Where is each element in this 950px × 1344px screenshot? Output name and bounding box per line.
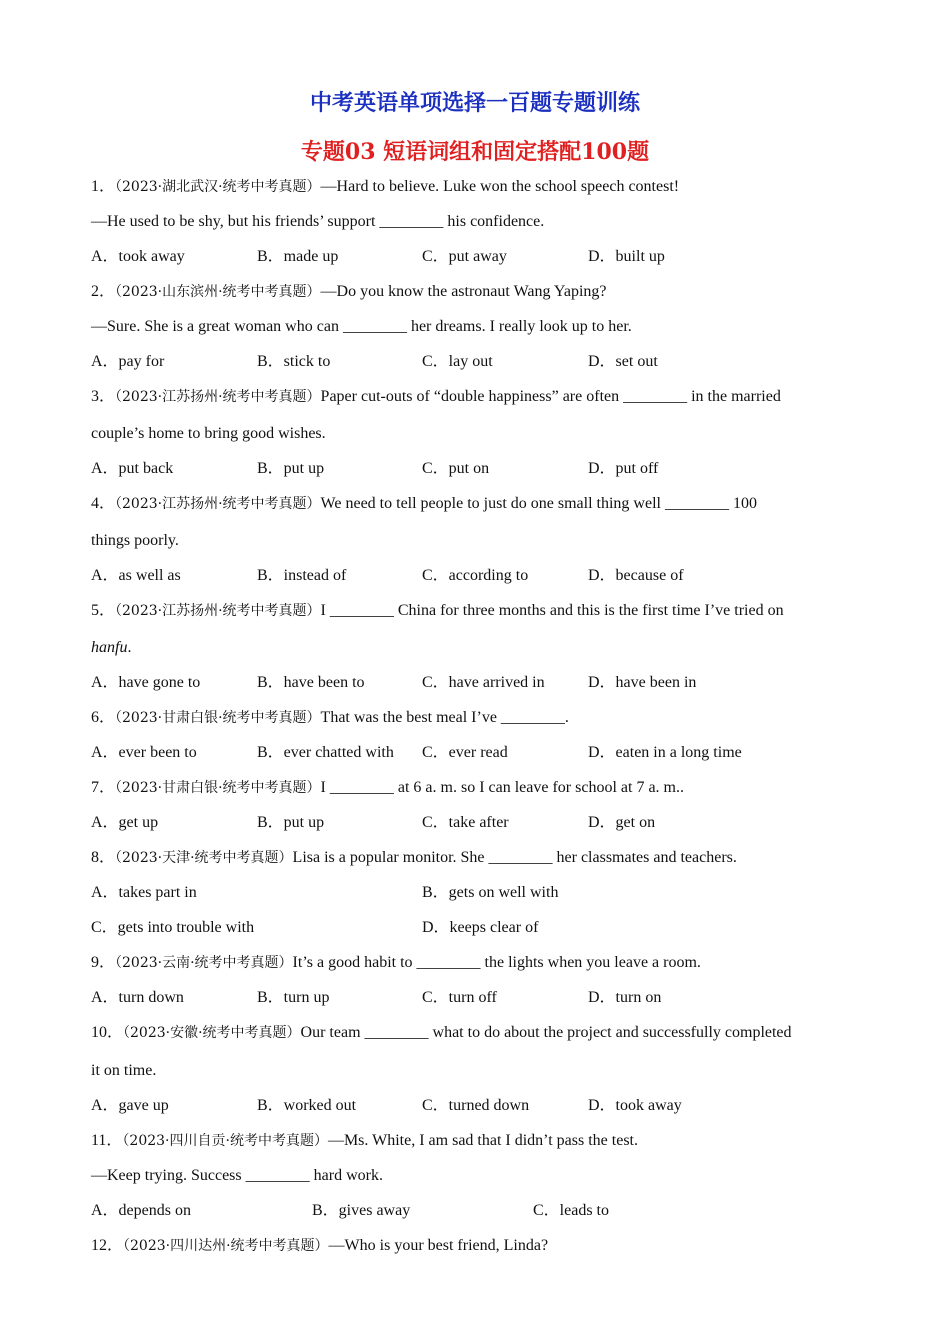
option-a: A．took away xyxy=(91,248,185,265)
question-source: （2023·四川自贡·统考中考真题） xyxy=(122,1133,328,1149)
question-number: 12． xyxy=(91,1237,124,1254)
option-b: B．have been to xyxy=(257,674,365,691)
question-source: （2023·江苏扬州·统考中考真题） xyxy=(115,603,321,619)
option-b: B．made up xyxy=(257,248,339,265)
question-line: couple’s home to bring good wishes. xyxy=(91,425,326,442)
question-source: （2023·湖北武汉·统考中考真题） xyxy=(115,179,321,195)
question-4 xyxy=(91,494,757,514)
question-8 xyxy=(91,848,737,868)
question-source: （2023·江苏扬州·统考中考真题） xyxy=(115,389,321,405)
question-5 xyxy=(91,601,784,621)
option-d: D．have been in xyxy=(588,674,697,691)
option-a: A．gave up xyxy=(91,1097,169,1114)
option-a: A．takes part in xyxy=(91,884,197,901)
option-d: D．eaten in a long time xyxy=(588,744,742,761)
question-number: 9． xyxy=(91,954,116,971)
question-number: 11． xyxy=(91,1132,123,1149)
option-d: D．because of xyxy=(588,567,684,584)
option-a: A．as well as xyxy=(91,567,181,584)
question-line: it on time. xyxy=(91,1062,157,1079)
question-7 xyxy=(91,778,684,798)
question-number: 4． xyxy=(91,495,116,512)
option-d: D．turn on xyxy=(588,989,662,1006)
question-stem: I ________ China for three months and this is the first time I’ve tried on xyxy=(320,602,784,619)
option-b: B．instead of xyxy=(257,567,347,584)
question-stem: —Who is your best friend, Linda? xyxy=(328,1237,549,1254)
question-stem: Paper cut-outs of “double happiness” are often ________ in the married xyxy=(320,388,781,405)
option-c: C．put away xyxy=(422,248,507,265)
question-number: 7． xyxy=(91,779,116,796)
option-a: A．get up xyxy=(91,814,159,831)
option-c: C．have arrived in xyxy=(422,674,545,691)
option-b: B．gets on well with xyxy=(422,884,559,901)
option-b: B．put up xyxy=(257,460,325,477)
question-source: （2023·山东滨州·统考中考真题） xyxy=(115,284,321,300)
option-a: A．pay for xyxy=(91,353,165,370)
question-12 xyxy=(91,1236,548,1256)
question-6 xyxy=(91,708,569,728)
question-stem: That was the best meal I’ve ________. xyxy=(320,709,569,726)
question-number: 5． xyxy=(91,602,116,619)
question-number: 2． xyxy=(91,283,116,300)
option-d: D．keeps clear of xyxy=(422,919,539,936)
question-line: —Keep trying. Success ________ hard work. xyxy=(91,1167,383,1184)
option-c: C．turned down xyxy=(422,1097,530,1114)
question-10 xyxy=(91,1023,792,1043)
question-stem: Our team ________ what to do about the project and successfully completed xyxy=(300,1024,792,1041)
option-c: C．turn off xyxy=(422,989,497,1006)
option-b: B．put up xyxy=(257,814,325,831)
question-line: hanfu. xyxy=(91,639,132,656)
option-c: C．ever read xyxy=(422,744,508,761)
question-source: （2023·云南·统考中考真题） xyxy=(115,955,293,971)
question-source: （2023·天津·统考中考真题） xyxy=(115,850,293,866)
option-c: C．according to xyxy=(422,567,529,584)
question-number: 1． xyxy=(91,178,116,195)
option-d: D．get on xyxy=(588,814,656,831)
page-title: 中考英语单项选择一百题专题训练 xyxy=(309,90,640,116)
option-b: B．worked out xyxy=(257,1097,357,1114)
question-line: —Sure. She is a great woman who can ________ her dreams. I really look up to her. xyxy=(91,318,632,335)
question-source: （2023·甘肃白银·统考中考真题） xyxy=(115,780,321,796)
italic-term: hanfu xyxy=(91,639,128,656)
option-c: C．leads to xyxy=(533,1202,609,1219)
option-b: B．stick to xyxy=(257,353,331,370)
question-line: things poorly. xyxy=(91,532,179,549)
option-d: D．put off xyxy=(588,460,659,477)
question-3 xyxy=(91,387,781,407)
option-c: C．take after xyxy=(422,814,509,831)
option-d: D．set out xyxy=(588,353,658,370)
question-source: （2023·四川达州·统考中考真题） xyxy=(123,1238,329,1254)
question-source: （2023·安徽·统考中考真题） xyxy=(123,1025,301,1041)
question-9 xyxy=(91,953,701,973)
question-1 xyxy=(91,177,679,197)
option-c: C．put on xyxy=(422,460,490,477)
question-stem: I ________ at 6 a. m. so I can leave for school at 7 a. m.. xyxy=(320,779,684,796)
option-a: A．put back xyxy=(91,460,174,477)
option-c: C．gets into trouble with xyxy=(91,919,255,936)
page-subtitle: 专题03 短语词组和固定搭配100题 xyxy=(300,139,650,165)
option-b: B．turn up xyxy=(257,989,330,1006)
question-11 xyxy=(91,1131,638,1151)
question-source: （2023·江苏扬州·统考中考真题） xyxy=(115,496,321,512)
question-number: 8． xyxy=(91,849,116,866)
option-a: A．have gone to xyxy=(91,674,201,691)
option-a: A．ever been to xyxy=(91,744,197,761)
question-number: 3． xyxy=(91,388,116,405)
option-a: A．turn down xyxy=(91,989,184,1006)
option-c: C．lay out xyxy=(422,353,493,370)
question-line: —He used to be shy, but his friends’ support ________ his confidence. xyxy=(91,213,545,230)
question-2 xyxy=(91,282,607,302)
question-stem: We need to tell people to just do one small thing well ________ 100 xyxy=(320,495,757,512)
question-source: （2023·甘肃白银·统考中考真题） xyxy=(115,710,321,726)
option-b: B．gives away xyxy=(312,1202,411,1219)
question-stem: —Hard to believe. Luke won the school speech contest! xyxy=(320,178,680,195)
option-d: D．took away xyxy=(588,1097,682,1114)
option-d: D．built up xyxy=(588,248,665,265)
question-number: 10． xyxy=(91,1024,124,1041)
question-stem: Lisa is a popular monitor. She ________ her classmates and teachers. xyxy=(292,849,737,866)
question-number: 6． xyxy=(91,709,116,726)
option-a: A．depends on xyxy=(91,1202,191,1219)
option-b: B．ever chatted with xyxy=(257,744,394,761)
question-stem: —Do you know the astronaut Wang Yaping? xyxy=(320,283,607,300)
question-stem: It’s a good habit to ________ the lights when you leave a room. xyxy=(292,954,701,971)
question-stem: —Ms. White, I am sad that I didn’t pass the test. xyxy=(327,1132,638,1149)
